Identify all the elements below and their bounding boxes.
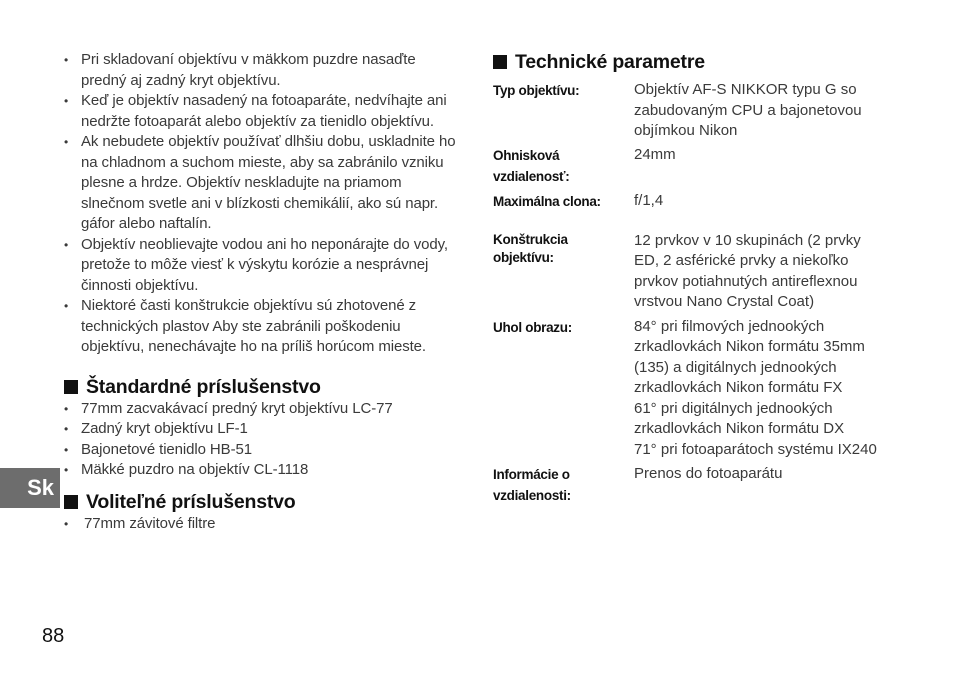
spec-value: 12 prvkov v 10 skupinách (2 prvky ED, 2 asférické prvky a niekoľko prvkov potiahnutých antireflexnou vrstvou Nano Crystal Coat) <box>634 231 861 310</box>
spec-value: Prenos do fotoaparátu <box>634 465 783 482</box>
list-item: • Niektoré časti konštrukcie objektívu sú zhotovené z technických plastov Aby ste zabránili poškodeniu objektívu, nenechávajte ho na príliš horúcom mieste. <box>64 296 464 358</box>
spec-row-lens-construction <box>493 231 893 313</box>
spec-label: Informácie o vzdialenosti: <box>493 467 571 503</box>
list-item: • Keď je objektív nasadený na fotoaparáte, nedvíhajte ani nedržte fotoaparát alebo objektív za tienidlo objektívu. <box>64 91 464 132</box>
list-item: • Mäkké puzdro na objektív CL-1118 <box>64 460 464 481</box>
list-item: • Objektív neoblievajte vodou ani ho neponárajte do vody, pretože to môže viesť k výskytu korózie a nesprávnej činnosti objektívu. <box>64 235 464 297</box>
left-column <box>64 50 464 534</box>
square-bullet-icon <box>64 380 78 394</box>
optional-accessories-heading <box>64 490 464 514</box>
spec-row-lens-type <box>493 80 893 142</box>
spec-label: Typ objektívu: <box>493 83 580 98</box>
list-item: • 77mm závitové filtre <box>64 514 464 535</box>
spec-label: Ohnisková vzdialenosť: <box>493 147 570 184</box>
spec-value: Objektív AF-S NIKKOR typu G so zabudovaným CPU a bajonetovou objímkou Nikon <box>634 81 862 139</box>
right-column <box>493 50 893 506</box>
optional-accessories-list <box>64 514 464 535</box>
language-tab: Sk <box>0 468 60 508</box>
list-item: • Pri skladovaní objektívu v mäkkom puzdre nasaďte predný aj zadný kryt objektívu. <box>64 50 464 91</box>
list-item: • Bajonetové tienidlo HB-51 <box>64 440 464 461</box>
spec-label: Uhol obrazu: <box>493 319 572 335</box>
square-bullet-icon <box>493 55 507 69</box>
spec-label: Maximálna clona: <box>493 193 601 209</box>
spec-value: 84° pri filmových jednookých zrkadlovkách Nikon formátu 35mm (135) a digitálnych jednookých zrkadlovkách Nikon formátu FX 61° pri digitálnych jednookých zrkadlovkách Nikon formátu DX 71° pri fotoaparátoch systému IX240 <box>634 317 877 458</box>
storage-care-list <box>64 50 464 358</box>
spec-row-angle-of-view <box>493 317 893 461</box>
list-item: • Zadný kryt objektívu LF-1 <box>64 419 464 440</box>
heading-text: Štandardné príslušenstvo <box>86 375 321 398</box>
spec-row-max-aperture <box>493 191 893 212</box>
technical-specs-heading <box>493 50 893 74</box>
page-number: 88 <box>42 625 65 647</box>
spec-row-distance-info <box>493 464 893 506</box>
standard-accessories-heading <box>64 375 464 399</box>
list-item: • 77mm zacvakávací predný kryt objektívu LC-77 <box>64 399 464 420</box>
heading-text: Voliteľné príslušenstvo <box>86 490 296 513</box>
spec-value: 24mm <box>634 145 676 163</box>
standard-accessories-list <box>64 399 464 481</box>
square-bullet-icon <box>64 495 78 509</box>
spec-row-focal-length <box>493 145 893 187</box>
spec-label: Konštrukcia objektívu: <box>493 231 568 265</box>
spec-value: f/1,4 <box>634 191 664 209</box>
list-item: • Ak nebudete objektív používať dlhšiu dobu, uskladnite ho na chladnom a suchom mieste, aby sa zabránilo vzniku plesne a hrdze. Objektív neskladujte na priamom slnečnom svetle ani v blízkosti chemikálií, ako sú napr. gáfor alebo naftalín. <box>64 132 464 235</box>
heading-text: Technické parametre <box>515 51 705 73</box>
